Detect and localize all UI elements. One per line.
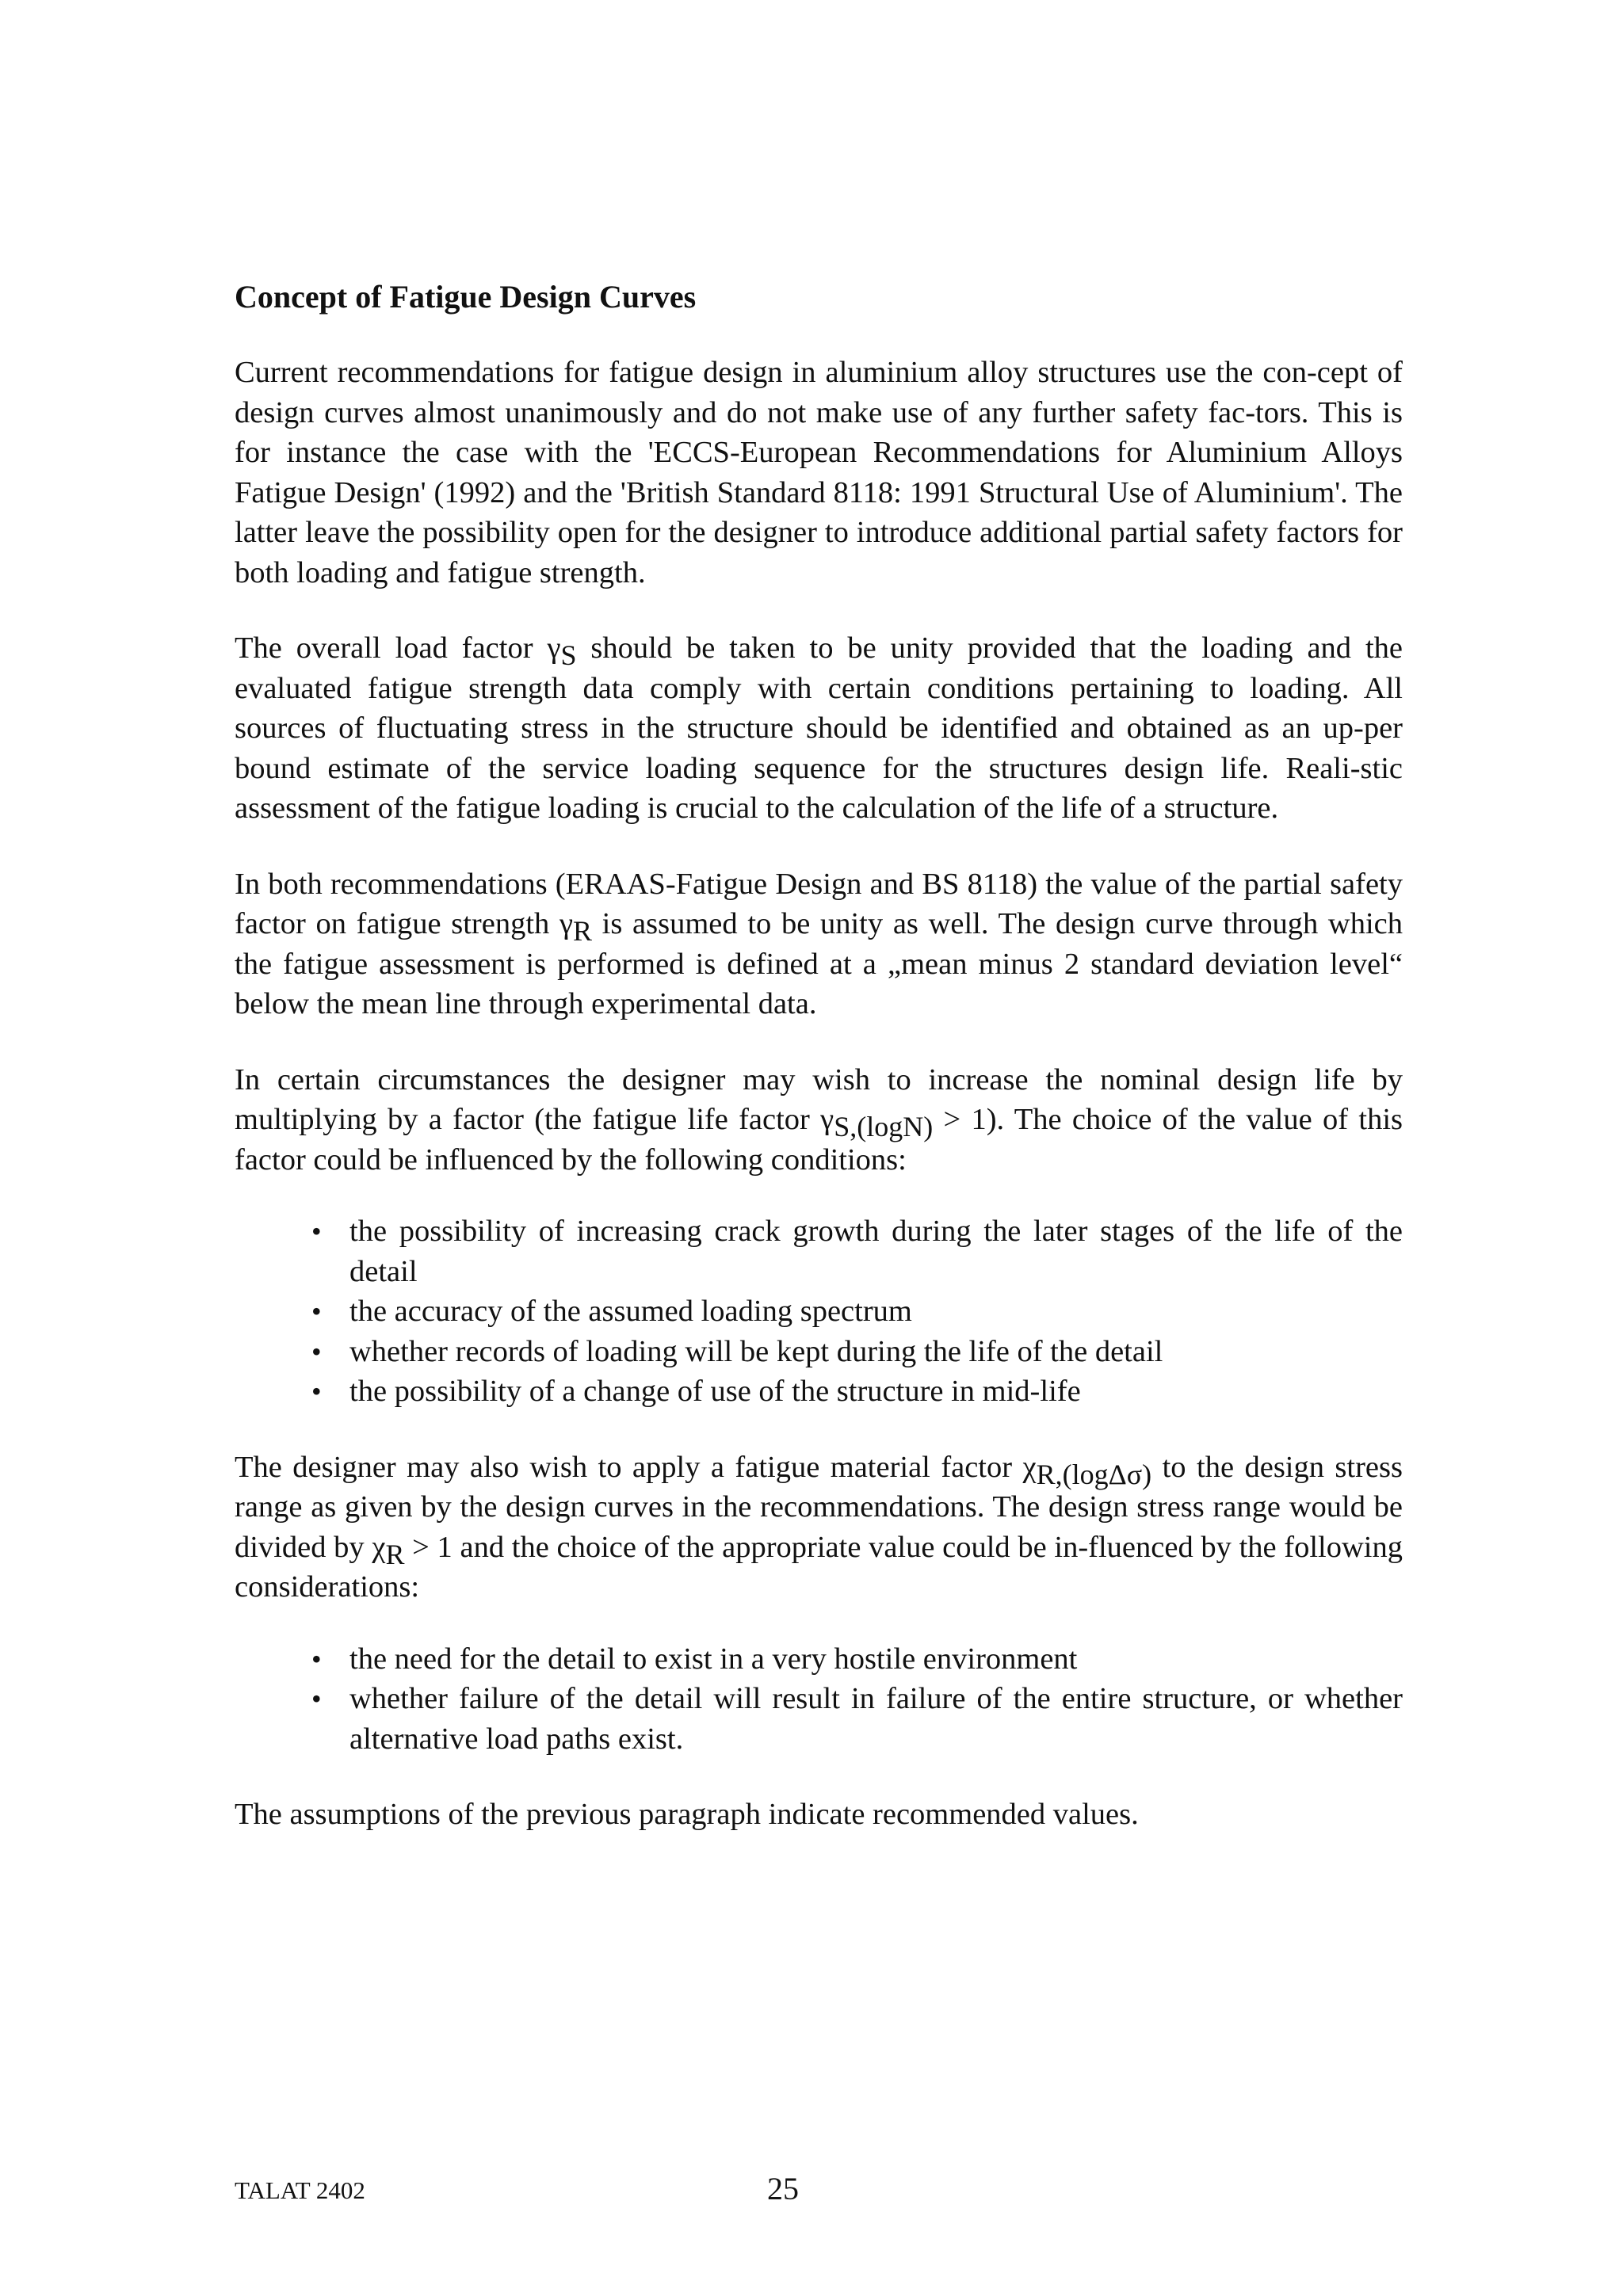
considerations-list — [235, 1639, 1403, 1760]
bullet-icon: • — [311, 1642, 322, 1675]
paragraph-life-factor — [235, 1060, 1403, 1180]
paragraph-conclusion: The assumptions of the previous paragraph indicate recommended values. — [235, 1798, 1139, 1831]
list-item — [311, 1679, 1403, 1759]
paragraph-text: to the design stress range as given by the design curves in the recommendations. The design stress range would be divided by — [235, 1450, 1403, 1564]
bullet-icon: • — [311, 1683, 322, 1714]
symbol-subscript: S,(logN) — [834, 1111, 934, 1142]
symbol-subscript: S — [560, 639, 577, 671]
list-item — [311, 1291, 1403, 1332]
paragraph-text: In both recommendations (ERAAS-Fatigue Design and BS 8118) the value of the partial safety factor on fatigue strength — [235, 867, 1403, 940]
list-item-text: the possibility of a change of use of the structure in mid-life — [349, 1375, 1081, 1408]
paragraph-text: In certain circumstances the designer may wish to increase the nominal design life by multiplying by a factor (the fatigue life factor — [235, 1062, 1403, 1136]
list-item — [311, 1211, 1403, 1291]
paragraph-text: > 1 and the choice of the appropriate value could be in-fluenced by the following considerations: — [235, 1530, 1403, 1604]
paragraph-text: The designer may also wish to apply a fatigue material factor — [235, 1450, 1023, 1484]
list-item-text: whether records of loading will be kept during the life of the detail — [349, 1334, 1163, 1368]
list-item — [311, 1639, 1403, 1680]
paragraph-load-factor — [235, 628, 1403, 829]
list-item — [311, 1371, 1403, 1412]
paragraph-design-curves: Current recommendations for fatigue design in aluminium alloy structures use the con-cept of design curves almost unanimously and do not make use of any further safety fac-tors. This is for instance the case with the 'ECCS-European Recommendations for Aluminium Alloys Fatigue Design' (1992) and the 'British Standard 8118: 1991 Structural Use of Aluminium'. The latter leave the possibility open for the designer to introduce additional partial safety factors for both loading and fatigue strength. — [235, 356, 1403, 589]
symbol-subscript: R — [572, 915, 592, 947]
paragraph-material-factor — [235, 1447, 1403, 1608]
page-number: 25 — [767, 2171, 799, 2206]
symbol-subscript: R — [385, 1538, 405, 1570]
list-item-text: the possibility of increasing crack growth during the later stages of the life of the detail — [349, 1215, 1403, 1288]
bullet-icon: • — [311, 1215, 322, 1247]
paragraph-text: is assumed to be unity as well. The design curve through which the fatigue assessment is performed is defined at a „mean minus 2 standard deviation level“ below the mean line through experimental data. — [235, 907, 1403, 1020]
list-item-text: the need for the detail to exist in a very hostile environment — [349, 1642, 1078, 1676]
list-item-text: whether failure of the detail will result in failure of the entire structure, or whether alternative load paths exist. — [349, 1682, 1403, 1756]
paragraph-partial-safety-factor — [235, 864, 1403, 1024]
section-heading: Concept of Fatigue Design Curves — [235, 279, 697, 315]
paragraph-text: > 1). The choice of the value of this factor could be influenced by the following conditions: — [235, 1103, 1403, 1177]
chi-symbol: χ — [372, 1530, 386, 1564]
gamma-symbol: γ — [820, 1103, 834, 1136]
chi-symbol: χ — [1022, 1450, 1037, 1484]
paragraph-text: The overall load factor — [235, 631, 548, 665]
bullet-icon: • — [311, 1295, 322, 1327]
list-item-text: the accuracy of the assumed loading spectrum — [349, 1295, 912, 1328]
footer-doc-id: TALAT 2402 — [235, 2176, 365, 2204]
list-item — [311, 1332, 1403, 1372]
gamma-symbol: γ — [547, 631, 561, 665]
page-body — [235, 277, 1403, 1871]
conditions-list — [235, 1211, 1403, 1412]
bullet-icon: • — [311, 1335, 322, 1367]
symbol-subscript: R,(logΔσ) — [1036, 1458, 1152, 1490]
gamma-symbol: γ — [559, 907, 573, 940]
bullet-icon: • — [311, 1375, 322, 1407]
paragraph-text: should be taken to be unity provided that the loading and the evaluated fatigue strength data comply with certain conditions pertaining to loading. All sources of fluctuating stress in the structure should be identified and obtained as an up-per bound estimate of the service loading sequence for the structures design life. Reali-stic assessment of the fatigue loading is crucial to the calculation of the life of a structure. — [235, 631, 1403, 825]
